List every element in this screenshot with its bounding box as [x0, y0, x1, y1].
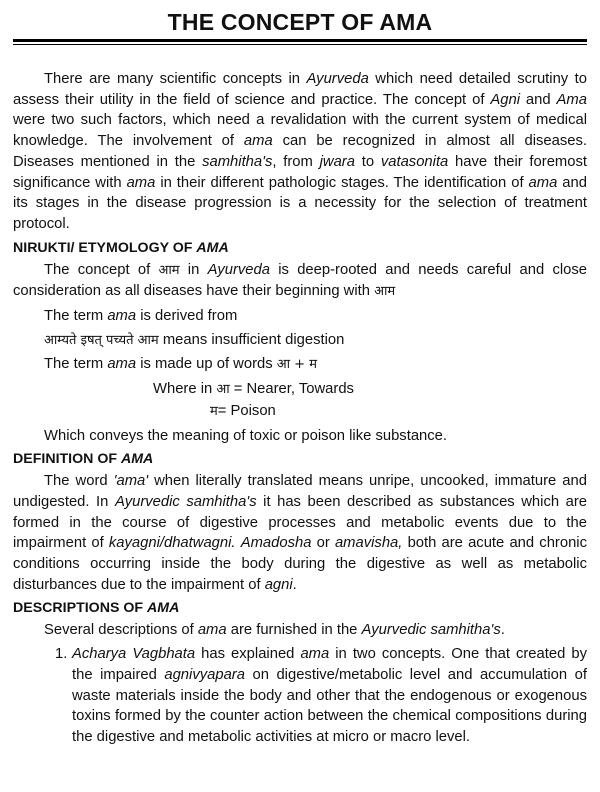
italic-term: amavisha,	[334, 535, 403, 552]
devanagari-text: म	[210, 403, 218, 419]
devanagari-text: आ + म	[276, 357, 317, 373]
etymology-line-2	[13, 330, 587, 352]
etymology-line-3	[13, 354, 587, 376]
italic-term: agnivyapara	[164, 666, 245, 683]
italic-term: Ayurvedic samhitha's	[114, 493, 257, 510]
italic-term: ama	[107, 356, 137, 373]
definition-heading-text: DEFINITION OF	[13, 451, 121, 468]
text-run: = Nearer, Towards	[229, 381, 354, 398]
text-run: is derived from	[136, 308, 238, 325]
definition-heading-ama: AMA	[120, 451, 154, 468]
italic-term: 'ama'	[113, 473, 149, 490]
text-run: Several descriptions of	[44, 622, 198, 639]
etymology-line-5	[13, 401, 587, 423]
etymology-line-4	[13, 379, 587, 401]
text-run: has explained	[195, 646, 301, 663]
etymology-line-6: Which conveys the meaning of toxic or poison like substance.	[44, 427, 448, 444]
text-run: in	[179, 261, 208, 278]
text-run: are furnished in the	[226, 622, 362, 639]
text-run: The concept of	[44, 261, 159, 278]
devanagari-text: आ	[216, 382, 230, 398]
descriptions-heading	[13, 598, 587, 618]
nirukti-heading	[13, 238, 587, 258]
text-run: is made up of words	[136, 356, 277, 373]
text-run: .	[292, 576, 297, 593]
descriptions-heading-ama: AMA	[147, 600, 180, 617]
nirukti-paragraph	[13, 260, 587, 303]
devanagari-text: आम	[158, 262, 180, 278]
devanagari-text: आम	[374, 284, 396, 300]
italic-term: Ayurvedic samhitha's	[361, 622, 501, 639]
text-run: on digestive/metabolic level and accumulation of waste materials inside the body and other that the endogenous or exogenous toxins formed by the counter action between the chemical compositions during the digestive and metabolic activities at micro or macro level.	[72, 666, 587, 745]
title-rule-thin	[13, 44, 587, 45]
etymology-line-1	[13, 306, 587, 327]
definition-heading	[13, 449, 587, 469]
italic-term: Ayurveda	[207, 261, 270, 278]
text-run: in two concepts. One that created by the impaired	[72, 646, 587, 683]
intro-paragraph: There are many scientific concepts in Ayurveda which need detailed scrutiny to assess their utility in the field of science and practice. The concept of Agni and Ama were two such factors, which need a revalidation with the current system of medical knowledge. The involvement of ama can be recognized in almost all diseases. Diseases mentioned in the samhitha's, from jwara to vatasonita have their foremost significance with ama in their different pathologic stages. The identification of ama and its stages in the disease progression is a necessity for the selection of treatment protocol.	[13, 71, 587, 232]
italic-term: Acharya Vagbhata	[72, 646, 196, 663]
text-run: when literally translated means unripe, uncooked, immature and undigested. In	[13, 473, 587, 510]
title-rule-thick	[13, 39, 587, 42]
text-run: means insufficient digestion	[158, 331, 345, 348]
text-run: Where in	[153, 381, 217, 398]
text-run: = Poison	[217, 402, 276, 419]
nirukti-heading-ama: AMA	[196, 239, 229, 256]
italic-term: agni	[264, 576, 293, 593]
descriptions-heading-text: DESCRIPTIONS OF	[13, 600, 148, 617]
italic-term: ama	[197, 622, 227, 639]
text-run: The word	[44, 473, 114, 490]
italic-term: ama	[300, 646, 330, 663]
definition-paragraph	[13, 471, 587, 595]
list-number: 1.	[55, 646, 68, 663]
text-run: or	[311, 535, 335, 552]
nirukti-heading-text: NIRUKTI/ ETYMOLOGY OF	[13, 239, 197, 256]
devanagari-text: आम्यते इषत् पच्यते आम	[44, 332, 159, 348]
page-title: THE CONCEPT OF AMA	[167, 9, 433, 35]
italic-term: kayagni/dhatwagni.	[108, 535, 236, 552]
text-run: The term	[44, 356, 108, 373]
italic-term: Amadosha	[240, 535, 312, 552]
descriptions-intro	[13, 620, 587, 641]
text-run: The term	[44, 308, 108, 325]
text-run: both are acute and chronic conditions occurring inside the body during the digestive as well as metabolic disturbances due to the impairment of	[13, 535, 587, 593]
text-run: .	[500, 622, 505, 639]
list-item	[55, 644, 587, 748]
text-run: is deep-rooted and needs careful and close consideration as all diseases have their beginning with	[13, 261, 587, 300]
descriptions-list	[13, 644, 587, 748]
italic-term: ama	[107, 308, 137, 325]
text-run: it has been described as substances which are formed in the course of digestive processes and metabolic events due to the impairment of	[13, 493, 588, 552]
